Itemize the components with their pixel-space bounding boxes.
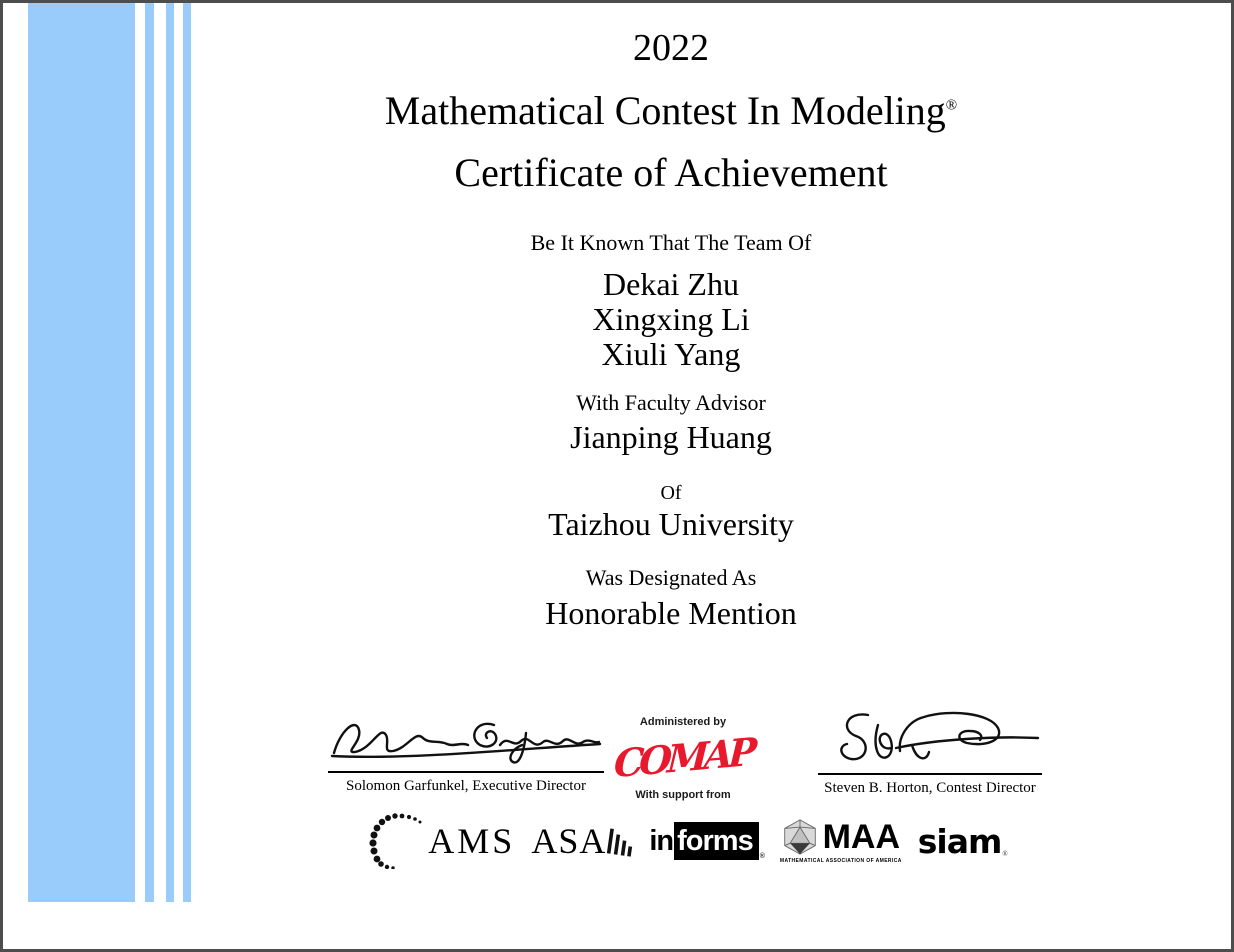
signature-rule-left bbox=[328, 771, 604, 773]
horton-signature-icon bbox=[818, 703, 1042, 771]
administered-by-label: Administered by bbox=[639, 716, 727, 728]
team-members-list bbox=[194, 267, 1148, 372]
informs-suffix-box: forms bbox=[674, 822, 759, 860]
ams-logo bbox=[368, 813, 515, 869]
blue-stripe-thin-3 bbox=[183, 3, 191, 902]
administered-by-block bbox=[603, 716, 763, 802]
contest-year: 2022 bbox=[633, 27, 709, 69]
ams-wordmark: AMS bbox=[428, 821, 516, 861]
team-member-2: Xingxing Li bbox=[592, 301, 750, 337]
support-from-label: With support from bbox=[635, 789, 731, 801]
designation-intro-line: Was Designated As bbox=[585, 565, 757, 590]
maa-logo bbox=[780, 818, 902, 864]
maa-icosahedron-icon bbox=[782, 818, 818, 856]
maa-wordmark: MAA bbox=[822, 818, 901, 856]
advisor-intro-line: With Faculty Advisor bbox=[576, 390, 766, 415]
contest-director-caption: Steven B. Horton, Contest Director bbox=[824, 780, 1036, 796]
ams-dots-icon bbox=[368, 813, 426, 869]
team-member-1: Dekai Zhu bbox=[603, 266, 739, 302]
informs-registered-mark: ® bbox=[759, 853, 764, 860]
asa-wordmark: ASA bbox=[531, 821, 607, 861]
contest-title bbox=[194, 88, 1148, 134]
informs-prefix-text: in bbox=[649, 825, 674, 857]
contest-title-text: Mathematical Contest In Modeling bbox=[384, 88, 946, 133]
of-label: Of bbox=[660, 482, 682, 504]
executive-director-caption: Solomon Garfunkel, Executive Director bbox=[346, 778, 586, 794]
institution-name: Taizhou University bbox=[548, 506, 794, 542]
team-intro-line: Be It Known That The Team Of bbox=[530, 230, 812, 255]
certificate-subtitle: Certificate of Achievement bbox=[454, 150, 888, 195]
maa-logo-top bbox=[782, 818, 900, 856]
blue-stripe-thin-2 bbox=[166, 3, 174, 902]
advisor-name: Jianping Huang bbox=[570, 419, 772, 455]
registered-trademark-mark: ® bbox=[945, 97, 958, 114]
sponsor-logos-row bbox=[194, 813, 1148, 869]
siam-registered-mark: ® bbox=[1002, 849, 1008, 858]
siam-wordmark: siam bbox=[917, 821, 1002, 861]
designation-award: Honorable Mention bbox=[545, 595, 797, 631]
blue-stripe-thin-1 bbox=[145, 3, 154, 902]
comap-logo: COMAP bbox=[612, 728, 754, 787]
informs-logo bbox=[649, 822, 764, 860]
blue-stripe-wide bbox=[28, 3, 135, 902]
asa-bars-icon bbox=[607, 828, 633, 864]
maa-tagline: MATHEMATICAL ASSOCIATION OF AMERICA bbox=[779, 858, 902, 864]
asa-logo bbox=[531, 818, 633, 864]
team-member-3: Xiuli Yang bbox=[601, 336, 741, 372]
garfunkel-signature-icon bbox=[328, 705, 604, 769]
siam-logo bbox=[917, 821, 1008, 861]
signature-rule-right bbox=[818, 773, 1042, 775]
